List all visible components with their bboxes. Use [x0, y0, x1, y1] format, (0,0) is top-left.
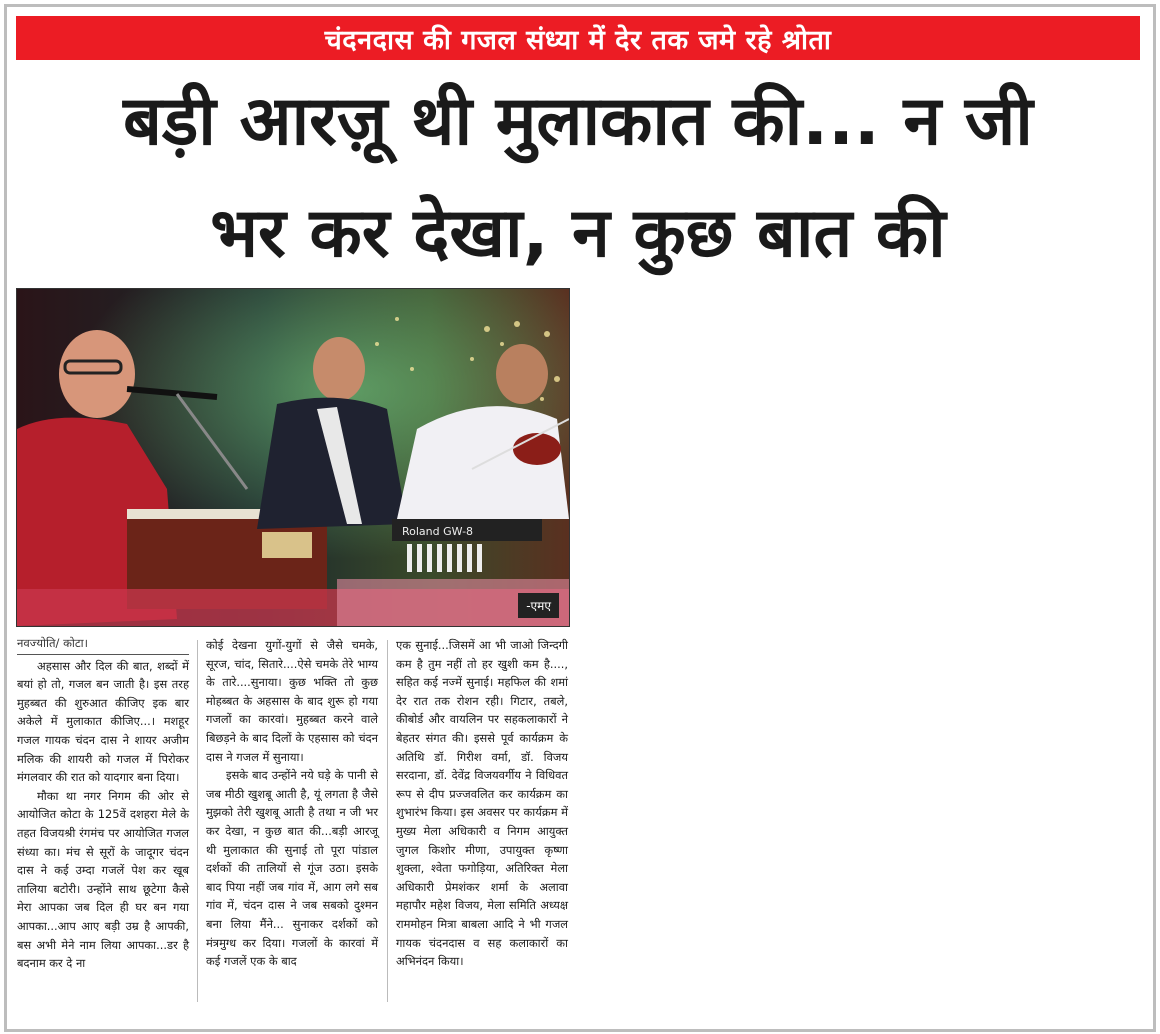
column-1-paragraph-2: मौका था नगर निगम की ओर से आयोजित कोटा के 125वें दशहरा मेले के तहत विजयश्री रंगमंच पर आयोजित गजल संध्या का। मंच से सूरों के जादूगर चंदन दास ने कई उम्दा गजलें पेश कर खूब तालिया बटोरी। उन्होंने साथ छूटेगा कैसे मेरा आपका जब दिल ही घर बन गया आपका...आप आए बड़ी उम्र है आपकी, बस अभी मेने नाम लिया आपका...डर है बदनाम कर दे ना — [17, 788, 189, 971]
kicker-banner — [16, 16, 1140, 60]
column-divider — [387, 640, 388, 1002]
headline-line-2: भर कर देखा, न कुछ बात की — [210, 194, 946, 273]
headline-line-1: बड़ी आरज़ू थी मुलाकात की... न जी — [123, 82, 1033, 161]
keyboard-brand: Roland GW-8 — [402, 525, 474, 538]
column-2-paragraph-1: कोई देखना युगों-युगों से जैसे चमके, सूरज, चांद, सितारे....ऐसे चमके तेरे भाग्य के तारे....सुनाया। कुछ भक्ति तो कुछ मोहब्बत के अहसास के बाद शुरू हो गया गजलों का कारवां। मुहब्बत करने वाले बिछड़ने के बाद दिलों के एहसास को चंदन दास ने गजल में सुनाया। — [206, 638, 378, 764]
concert-photo — [16, 288, 570, 627]
article-column-1 — [17, 634, 189, 973]
headline — [16, 66, 1140, 290]
article-column-3 — [396, 636, 568, 971]
kicker-text: चंदनदास की गजल संध्या में देर तक जमे रहे श्रोता — [324, 24, 832, 56]
photo-credit: -एमए — [518, 593, 559, 618]
concert-photo-illustration — [17, 289, 569, 626]
article-column-2 — [206, 636, 378, 971]
byline: नवज्योति/ कोटा। — [17, 634, 189, 655]
column-3-paragraph-1: एक सुनाई...जिसमें आ भी जाओ जिन्दगी कम है तुम नहीं तो हर खुशी कम है...., सहित कई नज्में सुनाई। महफिल की शमां देर रात तक रोशन रही। गिटार, तबले, कीबोर्ड और वायलिन पर सहकलाकारों ने बेहतर संगत की। इससे पूर्व कार्यक्रम के अतिथि डॉ. गिरीश वर्मा, डॉ. विजय सरदाना, डॉ. देवेंद्र विजयवर्गीय ने विधिवत रूप से दीप प्रज्जवलित कर कार्यक्रम का शुभारंभ किया। इस अवसर पर कार्यक्रम में मुख्य मेला अधिकारी व निगम आयुक्त जुगल किशोर मीणा, उपायुक्त कृष्णा शुक्ला, श्वेता फगोड़िया, अतिरिक्त मेला अधिकारी प्रेमशंकर शर्मा के अलावा महापौर महेश विजय, मेला समिति अध्यक्ष राममोहन मित्रा बाबला आदि ने भी गजल गायक चंदनदास व सह कलाकारों का अभिनंदन किया। — [396, 638, 568, 969]
column-2-paragraph-2: इसके बाद उन्होंने नये घड़े के पानी से जब मीठी खुशबू आती है, यूं लगता है जैसे मुझको तेरी खुशबू आती है तथा न जी भर कर देखा, न कुछ बात की...बड़ी आरजू थी मुलाकात की सुनाई तो पूरा पांडाल दर्शकों की तालियों से गूंज उठा। इसके बाद पिया नहीं जब गांव में, आग लगे सब गांव में, चंदन दास ने जब सबको दुश्मन बना लिया मैंने... सुनाकर दर्शकों को मंत्रमुग्ध कर दिया। गजलों के कारवां में कई गजलें एक के बाद — [206, 768, 378, 969]
column-1-paragraph-1: अहसास और दिल की बात, शब्दों में बयां हो तो, गजल बन जाती है। इस तरह मुहब्बत की शुरुआत कीजिए इक बार अकेले में मुलाकात कीजिए...। मशहूर गजल गायक चंदन दास ने शायर अजीम मलिक की शायरी को गजल में पिरोकर मंगलवार की रात को यादगार बना दिया। — [17, 658, 189, 785]
column-divider — [197, 640, 198, 1002]
